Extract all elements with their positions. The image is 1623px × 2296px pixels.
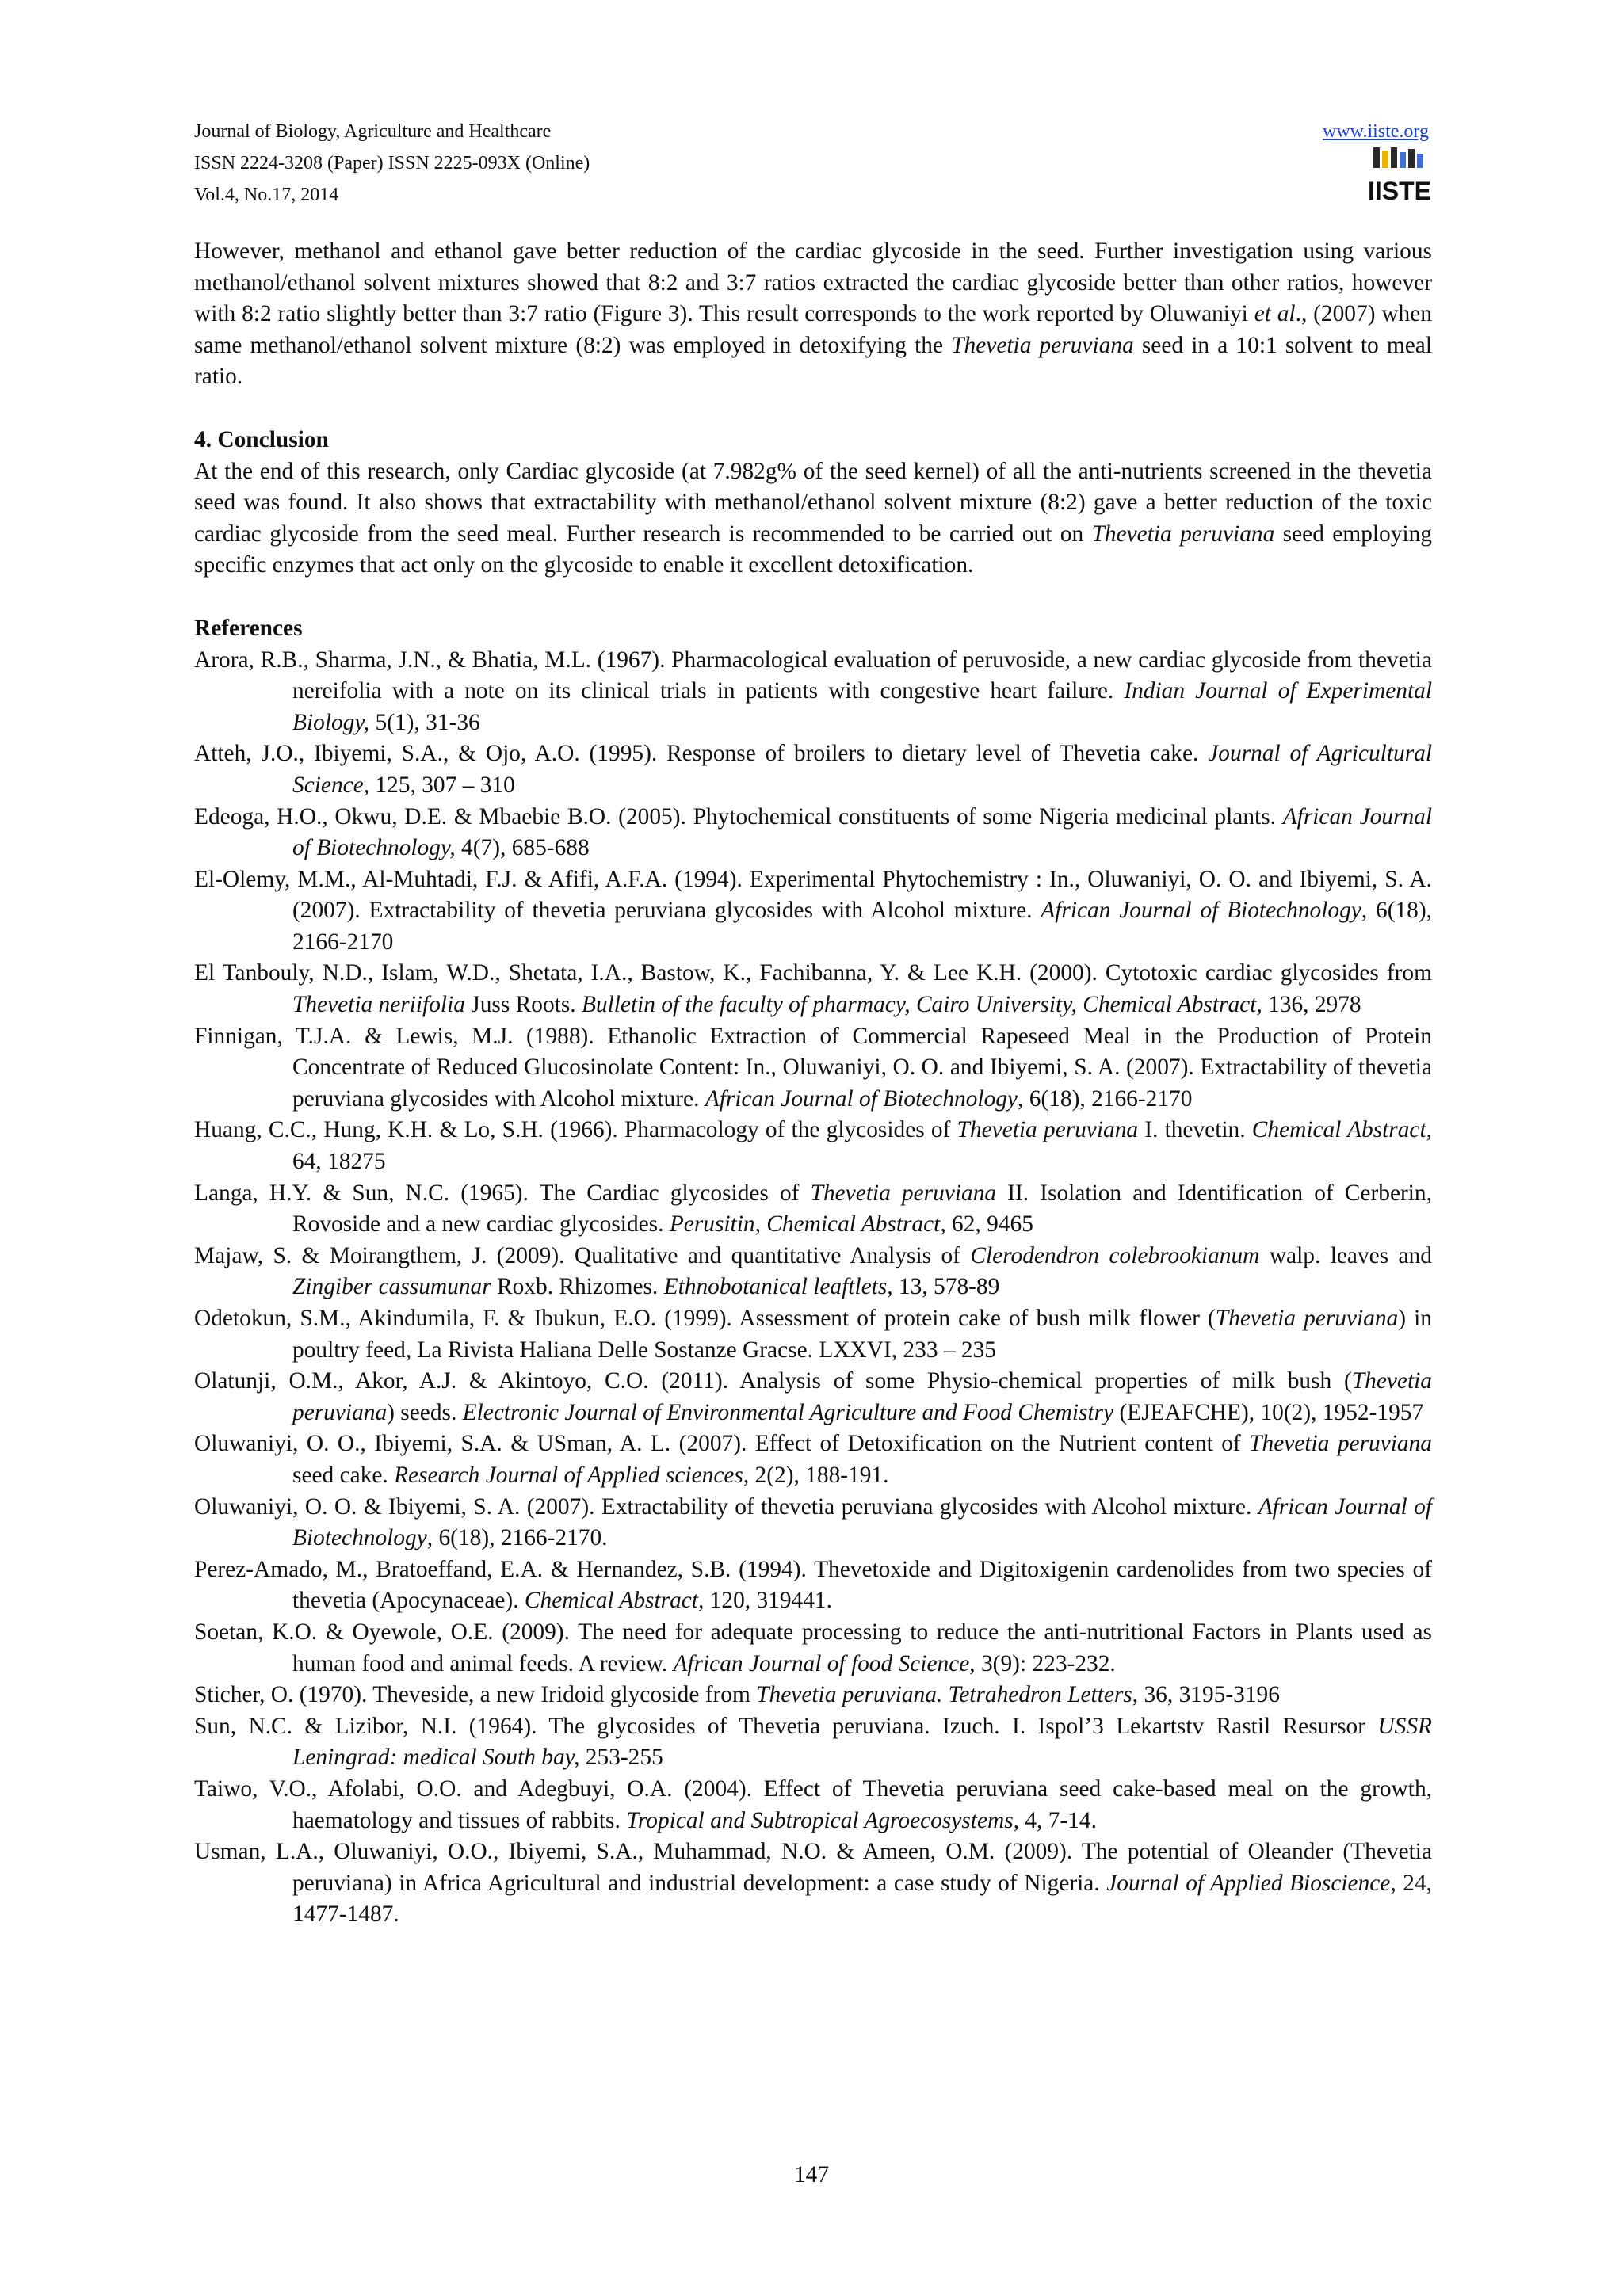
reference-entry: Taiwo, V.O., Afolabi, O.O. and Adegbuyi, O.A. (2004). Effect of Thevetia peruviana seed cake-based meal on the growth, haematology and tissues of rabbits. Tropical and Subtropical Agroecosystems, 4, 7-14.: [194, 1775, 1432, 1833]
svg-text:IISTE: IISTE: [1367, 177, 1432, 205]
reference-entry: Arora, R.B., Sharma, J.N., & Bhatia, M.L. (1967). Pharmacological evaluation of peruvoside, a new cardiac glycoside from thevetia nereifolia with a note on its clinical trials in patients with congestive heart failure. Indian Journal of Experimental Biology, 5(1), 31-36: [194, 646, 1432, 735]
intro-paragraph: However, methanol and ethanol gave better reduction of the cardiac glycoside in the seed. Further investigation using various methanol/ethanol solvent mixtures showed that 8:2 and 3:7 ratios extracted the cardiac glycoside better than other ratios, however with 8:2 ratio slightly better than 3:7 ratio (Figure 3). This result corresponds to the work reported by Oluwaniyi et al., (2007) when same methanol/ethanol solvent mixture (8:2) was employed in detoxifying the Thevetia peruviana seed in a 10:1 solvent to meal ratio.: [194, 238, 1432, 390]
running-header: [194, 116, 590, 211]
reference-entry: Huang, C.C., Hung, K.H. & Lo, S.H. (1966). Pharmacology of the glycosides of Thevetia peruviana I. thevetin. Chemical Abstract, 64, 18275: [194, 1117, 1432, 1175]
reference-entry: Perez-Amado, M., Bratoeffand, E.A. & Hernandez, S.B. (1994). Thevetoxide and Digitoxigenin cardenolides from two species of thevetia (Apocynaceae). Chemical Abstract, 120, 319441.: [194, 1556, 1432, 1614]
reference-entry: Atteh, J.O., Ibiyemi, S.A., & Ojo, A.O. (1995). Response of broilers to dietary level of Thevetia cake. Journal of Agricultural Science, 125, 307 – 310: [194, 741, 1432, 798]
page-body: [194, 236, 1432, 1931]
reference-list: [194, 645, 1432, 1931]
reference-entry: Oluwaniyi, O. O., Ibiyemi, S.A. & USman, A. L. (2007). Effect of Detoxification on the Nutrient content of Thevetia peruviana seed cake. Research Journal of Applied sciences, 2(2), 188-191.: [194, 1431, 1432, 1488]
reference-entry: Langa, H.Y. & Sun, N.C. (1965). The Cardiac glycosides of Thevetia peruviana II. Isolation and Identification of Cerberin, Rovoside and a new cardiac glycosides. Perusitin, Chemical Abstract, 62, 9465: [194, 1180, 1432, 1238]
page-number: 147: [793, 2162, 830, 2187]
reference-entry: Edeoga, H.O., Okwu, D.E. & Mbaebie B.O. (2005). Phytochemical constituents of some Nigeria medicinal plants. African Journal of Biotechnology, 4(7), 685-688: [194, 803, 1432, 861]
journal-name: Journal of Biology, Agriculture and Healthcare: [194, 121, 552, 142]
references-heading: References: [194, 615, 303, 641]
reference-entry: Odetokun, S.M., Akindumila, F. & Ibukun, E.O. (1999). Assessment of protein cake of bush milk flower (Thevetia peruviana) in poultry feed, La Rivista Haliana Delle Sostanze Gracse. LXXVI, 233 – 235: [194, 1306, 1432, 1363]
reference-entry: Sun, N.C. & Lizibor, N.I. (1964). The glycosides of Thevetia peruviana. Izuch. I. Ispol’3 Lekartstv Rastil Resursor USSR Leningrad: medical South bay, 253-255: [194, 1713, 1432, 1771]
reference-entry: Usman, L.A., Oluwaniyi, O.O., Ibiyemi, S.A., Muhammad, N.O. & Ameen, O.M. (2009). The potential of Oleander (Thevetia peruviana) in Africa Agricultural and industrial development: a case study of Nigeria. Journal of Applied Bioscience, 24, 1477-1487.: [194, 1839, 1433, 1928]
reference-entry: Olatunji, O.M., Akor, A.J. & Akintoyo, C.O. (2011). Analysis of some Physio-chemical properties of milk bush (Thevetia peruviana) seeds. Electronic Journal of Environmental Agriculture and Food Chemistry (EJEAFCHE), 10(2), 1952-1957: [194, 1368, 1432, 1425]
conclusion-paragraph: At the end of this research, only Cardiac glycoside (at 7.982g% of the seed kernel) of all the anti-nutrients screened in the thevetia seed was found. It also shows that extractability with methanol/ethanol solvent mixture (8:2) gave a better reduction of the toxic cardiac glycoside from the seed meal. Further research is recommended to be carried out on Thevetia peruviana seed employing specific enzymes that act only on the glycoside to enable it excellent detoxification.: [194, 458, 1432, 578]
volume-line: Vol.4, No.17, 2014: [194, 185, 339, 205]
reference-entry: Oluwaniyi, O. O. & Ibiyemi, S. A. (2007). Extractability of thevetia peruviana glycosides with Alcohol mixture. African Journal of Biotechnology, 6(18), 2166-2170.: [194, 1493, 1432, 1551]
issn-line: ISSN 2224-3208 (Paper) ISSN 2225-093X (Online): [194, 153, 590, 174]
reference-entry: Majaw, S. & Moirangthem, J. (2009). Qualitative and quantitative Analysis of Clerodendron colebrookianum walp. leaves and Zingiber cassumunar Roxb. Rhizomes. Ethnobotanical leaftlets, 13, 578-89: [194, 1242, 1432, 1300]
reference-entry: Soetan, K.O. & Oyewole, O.E. (2009). The need for adequate processing to reduce the anti-nutritional Factors in Plants used as human food and animal feeds. A review. African Journal of food Science, 3(9): 223-232.: [194, 1619, 1432, 1676]
conclusion-heading: 4. Conclusion: [194, 426, 329, 452]
reference-entry: Finnigan, T.J.A. & Lewis, M.J. (1988). Ethanolic Extraction of Commercial Rapeseed Meal in the Production of Protein Concentrate of Reduced Glucosinolate Content: In., Oluwaniyi, O. O. and Ibiyemi, S. A. (2007). Extractability of thevetia peruviana glycosides with Alcohol mixture. African Journal of Biotechnology, 6(18), 2166-2170: [194, 1023, 1432, 1112]
website-link[interactable]: www.iiste.org: [1323, 121, 1429, 142]
reference-entry: El-Olemy, M.M., Al-Muhtadi, F.J. & Afifi, A.F.A. (1994). Experimental Phytochemistry : In., Oluwaniyi, O. O. and Ibiyemi, S. A. (2007). Extractability of thevetia peruviana glycosides with Alcohol mixture. African Journal of Biotechnology, 6(18), 2166-2170: [194, 866, 1433, 955]
iiste-logo: [1367, 146, 1432, 205]
reference-entry: Sticher, O. (1970). Theveside, a new Iridoid glycoside from Thevetia peruviana. Tetrahedron Letters, 36, 3195-3196: [194, 1682, 1280, 1708]
reference-entry: El Tanbouly, N.D., Islam, W.D., Shetata, I.A., Bastow, K., Fachibanna, Y. & Lee K.H. (2000). Cytotoxic cardiac glycosides from Thevetia neriifolia Juss Roots. Bulletin of the faculty of pharmacy, Cairo University, Chemical Abstract, 136, 2978: [194, 960, 1432, 1018]
